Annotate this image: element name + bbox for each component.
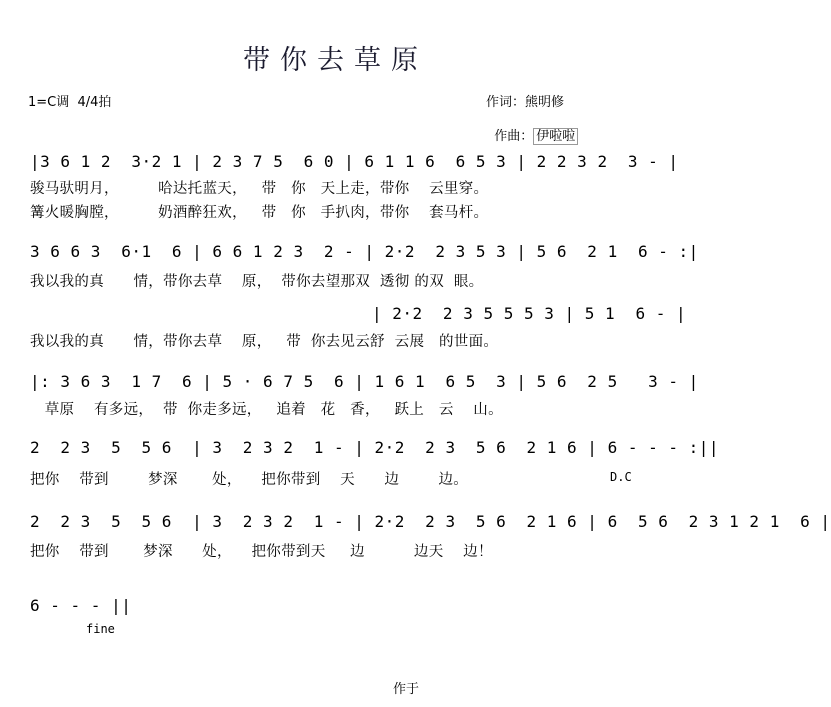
lyrics-line4: 草原 有多远， 带 你走多远， 追着 花 香， 跃上 云 山。 — [30, 402, 503, 418]
lyrics-line6: 把你 带到 梦深 处， 把你带到天 边 边天 边！ — [30, 544, 493, 560]
lyrics-verse1-line1: 骏马驮明月， 哈达托蓝天， 带 你 天上走，带你 云里穿。 — [30, 181, 489, 197]
dc-mark: D.C — [610, 470, 632, 484]
notation-row-3: | 2·2 2 3 5 5 5 3 | 5 1 6 - | — [372, 304, 687, 323]
lyricist-credit: 作词：熊明修 — [486, 95, 565, 110]
notation-row-2: 3 6 6 3 6·1 6 | 6 6 1 2 3 2 - | 2·2 2 3 5 3 | 5 6 2 1 6 - :| — [30, 242, 699, 261]
notation-row-5: 2 2 3 5 5 6 | 3 2 3 2 1 - | 2·2 2 3 5 6 2 1 6 | 6 - - - :|| — [30, 438, 720, 457]
key-signature: 1=C调 4/4拍 — [28, 95, 112, 110]
lyrics-line3: 我以我的真 情，带你去草 原， 带 你去见云舒 云展 的世面。 — [30, 334, 499, 350]
lyrics-line5: 把你 带到 梦深 处， 把你带到 天 边 边。 — [30, 472, 469, 488]
song-title: 带你去草原 — [243, 45, 428, 76]
lyrics-verse2-line1: 篝火暖胸膛， 奶酒醉狂欢， 带 你 手扒肉，带你 套马杆。 — [30, 205, 489, 221]
composer-label: 作曲： — [494, 129, 534, 144]
fine-mark: fine — [86, 622, 115, 636]
notation-row-7: 6 - - - || — [30, 596, 132, 615]
notation-row-6: 2 2 3 5 5 6 | 3 2 3 2 1 - | 2·2 2 3 5 6 2 1 6 | 6 5 6 2 3 1 2 1 6 | — [30, 512, 831, 531]
notation-row-1: |3 6 1 2 3·2 1 | 2 3 7 5 6 0 | 6 1 1 6 6 5 3 | 2 2 3 2 3 - | — [30, 152, 679, 171]
notation-row-4: |: 3 6 3 1 7 6 | 5 · 6 7 5 6 | 1 6 1 6 5 3 | 5 6 2 5 3 - | — [30, 372, 699, 391]
composer-name: 伊啦啦 — [533, 128, 578, 145]
footer-note: 作于 — [393, 682, 420, 697]
lyrics-line2: 我以我的真 情，带你去草 原， 带你去望那双 透彻 的双 眼。 — [30, 274, 484, 290]
composer-credit — [486, 110, 578, 144]
